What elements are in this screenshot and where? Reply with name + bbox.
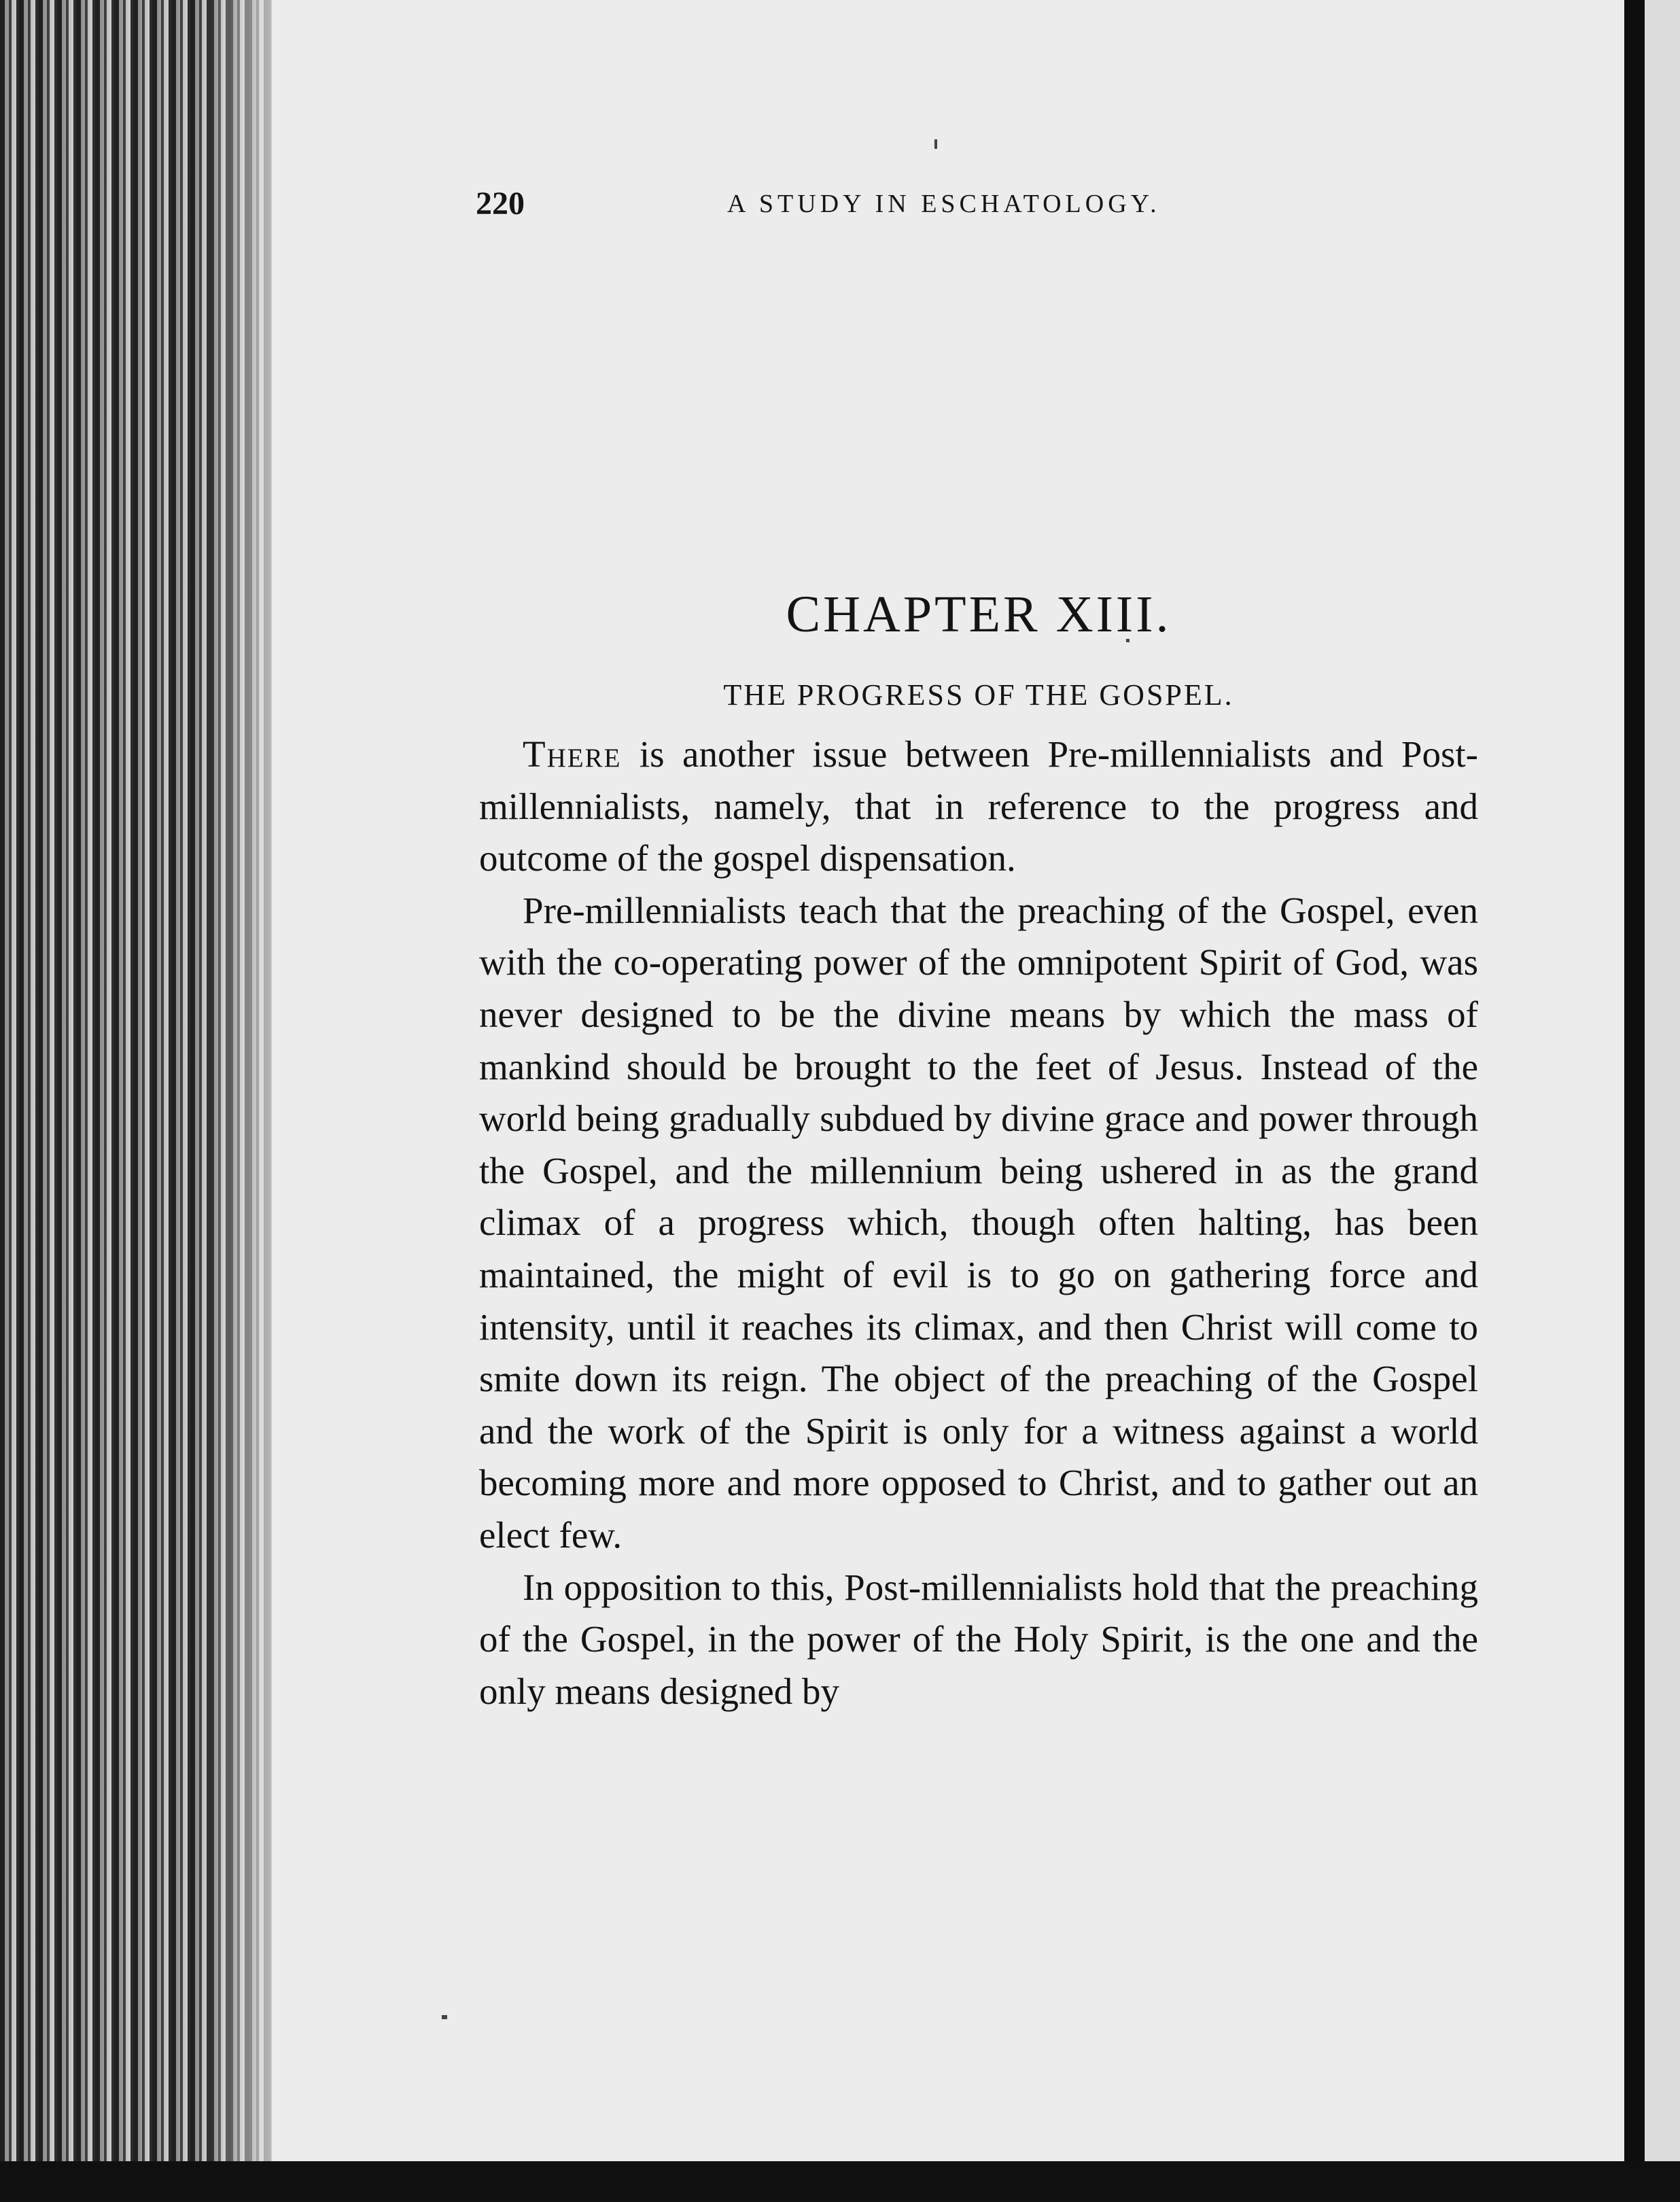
chapter-title: CHAPTER XIII. [786,585,1172,643]
paragraph: Pre-millennialists teach that the preaching of the Gospel, even with the co-operating power of the omnipotent Spirit of God, was never designed to be the divine means by which the mass of mankind should be brought to the feet of Jesus. Instead of the world being gradually subdued by divine grace and power through the Gospel, and the millennium being ushered in as the grand climax of a progress which, though often halting, has been maintained, the might of evil is to go on gathering force and intensity, until it reaches its climax, and then Christ will come to smite down its reign. The object of the preaching of the Gospel and the work of the Spirit is only for a witness against a world becoming more and more opposed to Christ, and to gather out an elect few. [479,889,1478,1556]
paragraph: In opposition to this, Post-millennialists hold that the preaching of the Gospel, in the power of the Holy Spirit, is the one and the only means designed by [479,1566,1478,1712]
body-text [479,729,1478,1717]
gutter-shadow [1624,0,1645,2202]
chapter-subtitle: THE PROGRESS OF THE GOSPEL. [723,678,1234,712]
scan-bottom-border [0,2161,1680,2202]
scan-speck [934,139,937,149]
page-edge-shadow [204,0,279,2202]
paragraph-text: is another issue between Pre-millennialists and Post-millennialists, namely, that in reference to the progress and outcome of the gospel dispensation. [479,733,1478,879]
running-title: A STUDY IN ESCHATOLOGY. [727,190,1161,218]
facing-page-edge [1645,0,1680,2202]
running-header [476,185,1482,232]
paragraph [479,729,1478,885]
scan-speck [442,2015,447,2019]
paragraph-lead: There [523,733,622,775]
page-number: 220 [476,186,525,222]
